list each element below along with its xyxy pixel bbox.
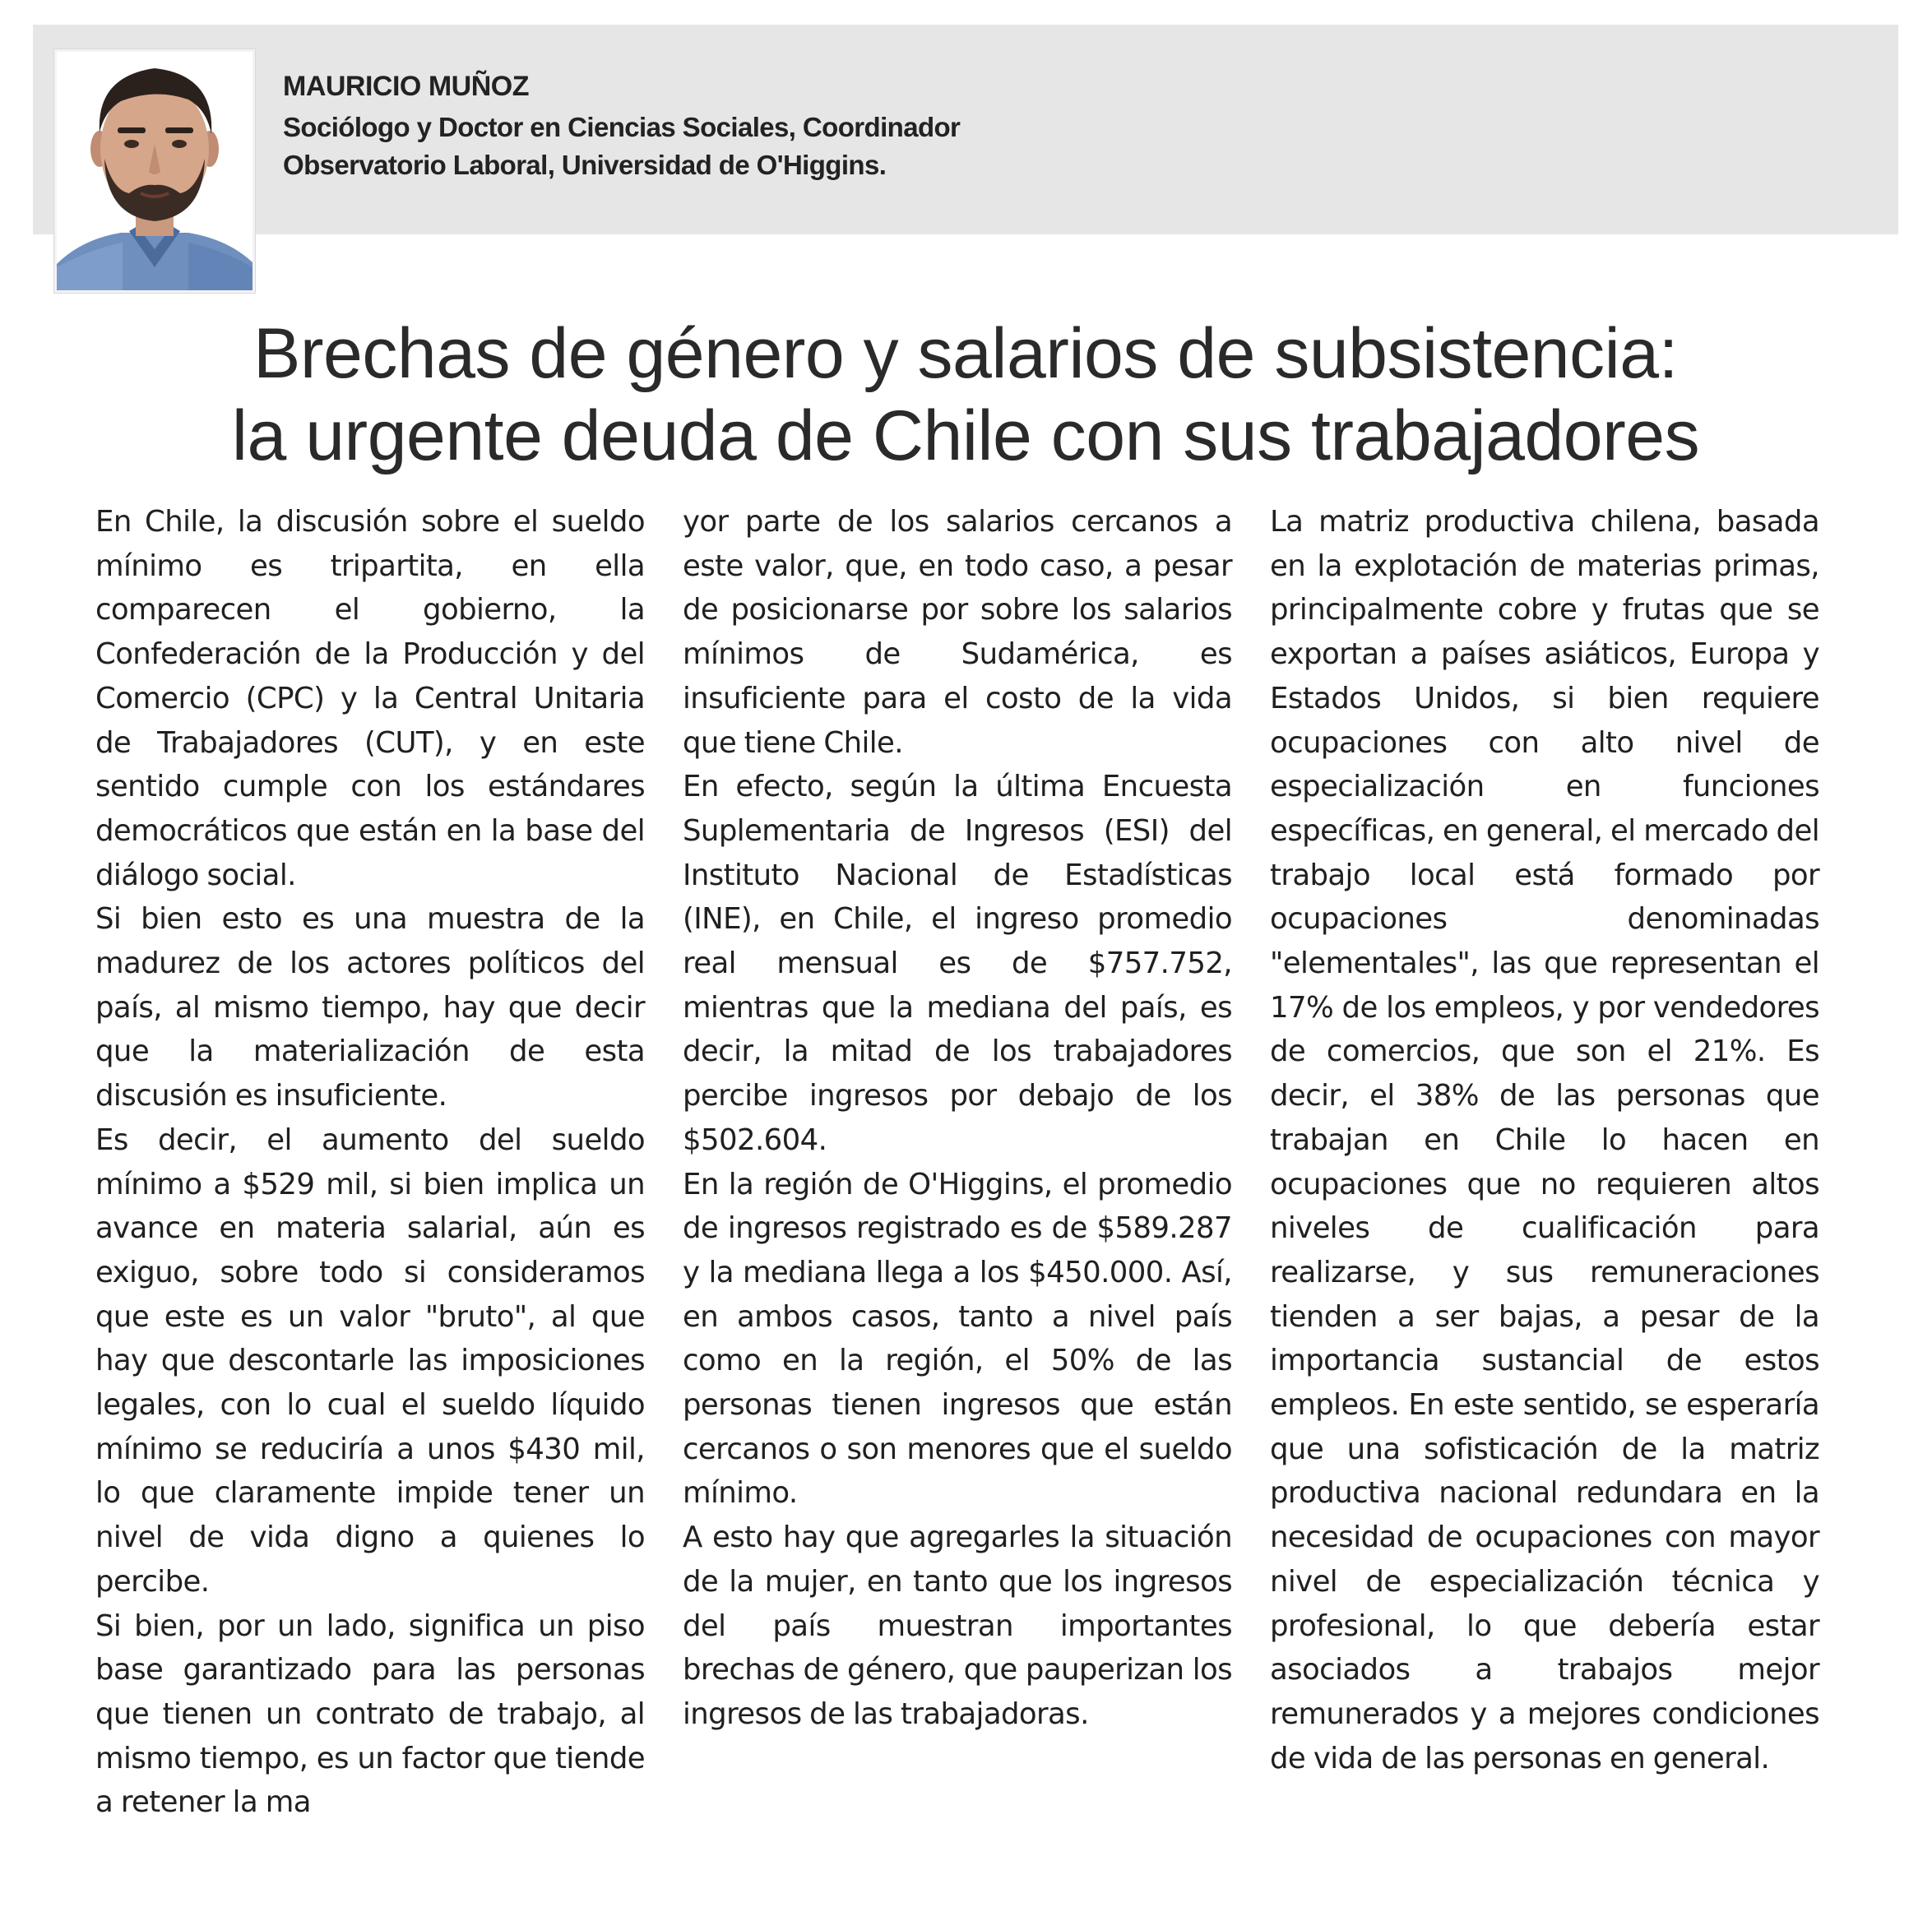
paragraph: Si bien esto es una muestra de la madurez de los actores políticos del país, al mismo tiempo, hay que decir que la materialización de esta discusión es insuficiente.	[95, 902, 645, 1113]
headline-line: Brechas de género y salarios de subsistencia:	[253, 314, 1678, 393]
paragraph: En la región de O'Higgins, el promedio de ingresos registrado es de $589.287 y la mediana llega a los $450.000. Así, en ambos casos, tanto a nivel país como en la región, el 50% de las personas tienen ingresos que están cercanos o son menores que el sueldo mínimo.	[683, 1167, 1232, 1511]
paragraph: Si bien, por un lado, significa un piso base garantizado para las personas que tienen un contrato de trabajo, al mismo tiempo, es un factor que tiende a retener la ma	[95, 1609, 645, 1820]
article-headline	[49, 312, 1882, 477]
headline-line: la urgente deuda de Chile con sus trabajadores	[231, 396, 1700, 475]
paragraph: Es decir, el aumento del sueldo mínimo a $529 mil, si bien implica un avance en materia salarial, aún es exiguo, sobre todo si consideramos que este es un valor "bruto", al que hay que descontarle las imposiciones legales, con lo cual el sueldo líquido mínimo se reduciría a unos $430 mil, lo que claramente impide tener un nivel de vida digno a quienes lo percibe.	[95, 1123, 645, 1599]
body-column-3	[1270, 500, 1819, 1780]
author-role-line: Sociólogo y Doctor en Ciencias Sociales, Coordinador	[283, 112, 961, 142]
paragraph: yor parte de los salarios cercanos a este valor, que, en todo caso, a pesar de posicionarse por sobre los salarios mínimos de Sudamérica, es insuficiente para el costo de la vida que tiene Chile.	[683, 505, 1232, 760]
paragraph: A esto hay que agregarles la situación de la mujer, en tanto que los ingresos del país muestran importantes brechas de género, que pauperizan los ingresos de las trabajadoras.	[683, 1521, 1232, 1731]
paragraph: En efecto, según la última Encuesta Suplementaria de Ingresos (ESI) del Instituto Nacional de Estadísticas (INE), en Chile, el ingreso promedio real mensual es de $757.752, mientras que la mediana del país, es decir, la mitad de los trabajadores percibe ingresos por debajo de los $502.604.	[683, 770, 1232, 1157]
body-column-1	[95, 500, 645, 1825]
author-photo	[54, 49, 255, 293]
article-body	[95, 500, 1842, 1849]
author-name: MAURICIO MUÑOZ	[283, 71, 529, 102]
body-column-2	[683, 500, 1232, 1737]
author-role-line: Observatorio Laboral, Universidad de O'Higgins.	[283, 150, 887, 180]
author-role	[283, 109, 1105, 184]
paragraph: La matriz productiva chilena, basada en la explotación de materias primas, principalmente cobre y frutas que se exportan a países asiáticos, Europa y Estados Unidos, si bien requiere ocupaciones con alto nivel de especialización en funciones específicas, en general, el mercado del trabajo local está formado por ocupaciones denominadas "elementales", las que representan el 17% de los empleos, y por vendedores de comercios, que son el 21%. Es decir, el 38% de las personas que trabajan en Chile lo hacen en ocupaciones que no requieren altos niveles de cualificación para realizarse, y sus remuneraciones tienden a ser bajas, a pesar de la importancia sustancial de estos empleos. En este sentido, se esperaría que una sofisticación de la matriz productiva nacional redundara en la necesidad de ocupaciones con mayor nivel de especialización técnica y profesional, lo que debería estar asociados a trabajos mejor remunerados y a mejores condiciones de vida de las personas en general.	[1270, 505, 1819, 1775]
paragraph: En Chile, la discusión sobre el sueldo mínimo es tripartita, en ella comparecen el gobierno, la Confederación de la Producción y del Comercio (CPC) y la Central Unitaria de Trabajadores (CUT), y en este sentido cumple con los estándares democráticos que están en la base del diálogo social.	[95, 505, 645, 892]
